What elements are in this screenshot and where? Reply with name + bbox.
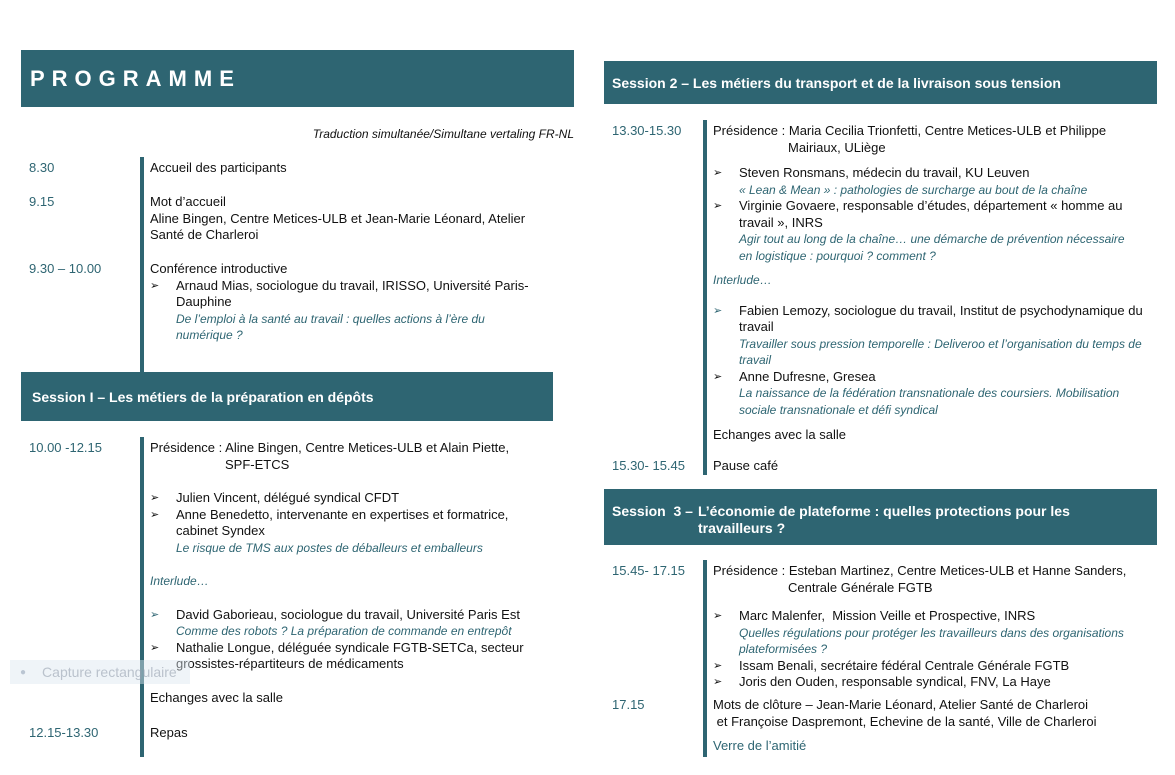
session2-speaker2-line1: Virginie Govaere, responsable d’études, département « homme au — [739, 198, 1123, 213]
session1-exchange: Echanges avec la salle — [150, 689, 283, 705]
time-15-30: 15.30- 15.45 — [612, 458, 686, 473]
arrow-bullet-icon: ➢ — [150, 508, 160, 521]
capture-label: Capture rectangulaire — [42, 664, 177, 680]
time-9-15: 9.15 — [29, 194, 55, 209]
session3-speaker1-text: Marc Malenfer, Mission Veille et Prospective, INRS — [739, 608, 1036, 623]
session2-speaker2-line2: travail », INRS — [739, 214, 823, 230]
arrow-bullet-icon: ➢ — [713, 304, 723, 317]
arrow-bullet-icon: ➢ — [150, 492, 160, 504]
time-15-45: 15.45- 17.15 — [612, 563, 686, 578]
session2-title: Session 2 – Les métiers du transport et de la livraison sous tension — [612, 74, 1061, 91]
session2-speaker4 — [713, 369, 1158, 419]
session3-presidence-line2: Centrale Générale FGTB — [788, 579, 933, 595]
capture-overlay[interactable] — [10, 660, 190, 684]
session3-banner — [604, 489, 1157, 545]
session2-speaker2 — [713, 198, 1158, 264]
session3-presidence-line1: Présidence : Esteban Martinez, Centre Metices-ULB et Hanne Sanders, — [713, 563, 1127, 578]
session2-exchange: Echanges avec la salle — [713, 427, 846, 442]
session1-speaker1 — [150, 490, 550, 507]
timeline-divider-session1 — [140, 437, 144, 757]
session2-topic1: « Lean & Mean » : pathologies de surcharge au bout de la chaîne — [739, 182, 1088, 197]
session1-topic2: Le risque de TMS aux postes de déballeurs et emballeurs — [176, 540, 483, 555]
closing-content — [713, 697, 1158, 755]
session1-speaker4-line1: Nathalie Longue, déléguée syndicale FGTB-SETCa, secteur — [176, 639, 524, 655]
arrow-bullet-icon: ➢ — [150, 641, 160, 654]
arrow-bullet-icon: ➢ — [713, 200, 723, 212]
session2-topic4-line1: La naissance de la fédération transnationale des coursiers. Mobilisation — [739, 386, 1120, 400]
session3-topic1-line2: plateformisées ? — [739, 642, 828, 656]
time-10-00: 10.00 -12.15 — [29, 440, 103, 455]
intro-topic-line1: De l’emploi à la santé au travail : quelles actions à l’ère du — [176, 311, 485, 326]
session3-topic1-line1: Quelles régulations pour protéger les travailleurs dans des organisations — [739, 625, 1124, 640]
arrow-bullet-icon: ➢ — [713, 370, 723, 383]
session3-title-line1: L’économie de plateforme : quelles protections pour les — [698, 503, 1070, 519]
session3-title-prefix: Session 3 – — [612, 503, 693, 519]
session1-speaker2-line2: cabinet Syndex — [176, 523, 265, 538]
closing-line1: Mots de clôture – Jean-Marie Léonard, Atelier Santé de Charleroi — [713, 697, 1089, 712]
session3-speaker2 — [713, 658, 1158, 675]
session2-presidence-line1: Présidence : Maria Cecilia Trionfetti, Centre Metices-ULB et Philippe — [713, 123, 1107, 138]
capture-icon: ● — [20, 666, 27, 678]
arrow-bullet-icon: ➢ — [150, 279, 160, 292]
time-13-30: 13.30-15.30 — [612, 123, 682, 138]
session1-title: Session I – Les métiers de la préparation en dépôts — [32, 388, 374, 405]
programme-banner — [21, 50, 574, 107]
arrow-bullet-icon: ➢ — [713, 610, 723, 622]
arrow-bullet-icon: ➢ — [713, 659, 723, 672]
session1-presidence-line1: Présidence : Aline Bingen, Centre Metices-ULB et Alain Piette, — [150, 440, 510, 455]
page-title: PROGRAMME — [30, 65, 241, 91]
intro-speaker — [150, 278, 550, 344]
arrow-bullet-icon: ➢ — [150, 608, 160, 621]
session2-speaker1-text: Steven Ronsmans, médecin du travail, KU Leuven — [739, 165, 1030, 180]
arrow-bullet-icon: ➢ — [713, 676, 723, 688]
session2-banner — [604, 61, 1157, 104]
closing-drink: Verre de l’amitié — [713, 738, 807, 753]
session2-speaker3-line2: travail — [739, 319, 774, 334]
session2-presidence-line2: Mairiaux, ULiège — [788, 139, 886, 155]
welcome-title: Mot d’accueil — [150, 194, 226, 209]
intro-conference — [150, 261, 550, 344]
session2-content — [713, 123, 1158, 444]
session1-topic3: Comme des robots ? La préparation de commande en entrepôt — [176, 624, 512, 638]
session1-speaker2 — [150, 507, 550, 557]
time-17-15: 17.15 — [612, 697, 645, 712]
intro-speaker-line1: Arnaud Mias, sociologue du travail, IRISSO, Université Paris- — [176, 277, 529, 293]
session1-speaker4-line2: grossistes-répartiteurs de médicaments — [176, 656, 404, 671]
timeline-divider-session3 — [703, 560, 707, 757]
welcome-speakers-line1: Aline Bingen, Centre Metices-ULB et Jean-Marie Léonard, Atelier — [150, 210, 526, 226]
session3-speaker1 — [713, 608, 1158, 658]
intro-topic-line2: numérique ? — [176, 328, 243, 342]
session3-speaker3-text: Joris den Ouden, responsable syndical, FNV, La Haye — [739, 674, 1051, 689]
timeline-divider — [140, 157, 144, 372]
session2-topic2-line1: Agir tout au long de la chaîne… une démarche de prévention nécessaire — [739, 232, 1125, 246]
session1-speaker4 — [150, 640, 550, 673]
session2-topic2-line2: en logistique : pourquoi ? comment ? — [739, 248, 936, 263]
session1-content — [150, 440, 550, 706]
time-8-30: 8.30 — [29, 160, 55, 175]
time-9-30: 9.30 – 10.00 — [29, 261, 102, 276]
session3-title-line2: travailleurs ? — [698, 520, 786, 536]
session2-speaker4-text: Anne Dufresne, Gresea — [739, 368, 876, 384]
intro-speaker-line2: Dauphine — [176, 294, 232, 309]
welcome-participants: Accueil des participants — [150, 160, 287, 175]
session1-banner — [21, 372, 553, 421]
session1-speaker3-text: David Gaborieau, sociologue du travail, Université Paris Est — [176, 606, 520, 622]
session1-speaker3 — [150, 607, 550, 640]
translation-note: Traduction simultanée/Simultane vertaling FR-NL — [312, 127, 574, 141]
timeline-divider-session2 — [703, 120, 707, 475]
session2-speaker3 — [713, 303, 1158, 369]
session2-speaker3-line1: Fabien Lemozy, sociologue du travail, Institut de psychodynamique du — [739, 302, 1143, 318]
session2-speaker1 — [713, 165, 1158, 198]
session2-interlude: Interlude… — [713, 273, 772, 287]
session3-speaker2-text: Issam Benali, secrétaire fédéral Centrale Générale FGTB — [739, 657, 1070, 673]
session2-topic3-line1: Travailler sous pression temporelle : Deliveroo et l’organisation du temps de — [739, 336, 1142, 351]
session2-topic3-line2: travail — [739, 353, 772, 367]
welcome-speakers-line2: Santé de Charleroi — [150, 227, 259, 242]
session3-speaker3 — [713, 674, 1158, 691]
session1-presidence-line2: SPF-ETCS — [225, 456, 290, 472]
session1-speaker2-line1: Anne Benedetto, intervenante en expertises et formatrice, — [176, 506, 509, 522]
session2-topic4-line2: sociale transnationale et défi syndical — [739, 402, 938, 417]
intro-conference-title: Conférence introductive — [150, 261, 288, 276]
closing-line2: et Françoise Daspremont, Echevine de la santé, Ville de Charleroi — [713, 713, 1097, 729]
pause-label: Pause café — [713, 458, 779, 473]
arrow-bullet-icon: ➢ — [713, 167, 723, 179]
welcome-speech — [150, 194, 540, 244]
session3-content — [713, 563, 1158, 691]
session1-speaker1-text: Julien Vincent, délégué syndical CFDT — [176, 490, 400, 505]
time-12-15: 12.15-13.30 — [29, 725, 99, 740]
session1-interlude: Interlude… — [150, 574, 209, 588]
lunch-label: Repas — [150, 725, 188, 740]
